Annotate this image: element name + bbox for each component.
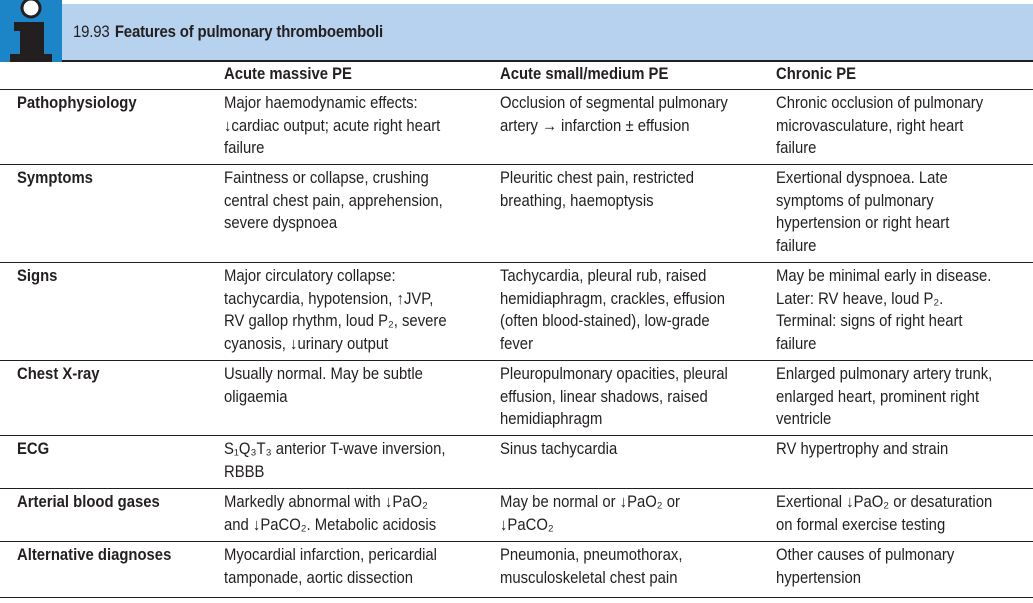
table-cell: May be normal or ↓PaO₂ or ↓PaCO₂	[500, 493, 680, 534]
table-cell: Pleuropulmonary opacities, pleural effusion, linear shadows, raised hemidiaphragm	[500, 365, 728, 428]
row-label: Arterial blood gases	[17, 493, 160, 511]
row-divider	[0, 89, 1033, 90]
table-cell: Pneumonia, pneumothorax, musculoskeletal chest pain	[500, 546, 683, 587]
table-cell: Chronic occlusion of pulmonary microvasculature, right heart failure	[776, 94, 984, 157]
row-label: Signs	[17, 267, 58, 285]
row-divider	[0, 360, 1033, 361]
row-divider	[0, 435, 1033, 436]
table-cell: May be minimal early in disease. Later: RV heave, loud P₂. Terminal: signs of right heart failure	[776, 267, 992, 353]
row-label: ECG	[17, 440, 50, 458]
table-cell: Occlusion of segmental pulmonary artery → infarction ± effusion	[500, 94, 728, 135]
table-cell: Usually normal. May be subtle oligaemia	[224, 365, 423, 406]
row-divider	[0, 541, 1033, 542]
table-cell: Tachycardia, pleural rub, raised hemidiaphragm, crackles, effusion (often blood-stained), low-grade fever	[500, 267, 726, 353]
table-cell: Major circulatory collapse: tachycardia, hypotension, ↑JVP, RV gallop rhythm, loud P₂, severe cyanosis, ↓urinary output	[224, 267, 447, 353]
table-cell: Markedly abnormal with ↓PaO₂ and ↓PaCO₂. Metabolic acidosis	[224, 493, 437, 534]
row-label: Chest X-ray	[17, 365, 100, 383]
row-label: Pathophysiology	[17, 94, 137, 112]
table-cell: Sinus tachycardia	[500, 440, 618, 458]
row-divider	[0, 488, 1033, 489]
row-divider	[0, 164, 1033, 165]
column-header-acute-massive: Acute massive PE	[224, 65, 352, 83]
table-cell: Exertional dyspnoea. Late symptoms of pulmonary hypertension or right heart failure	[776, 169, 950, 255]
table-bottom-rule	[0, 597, 1033, 598]
table-cell: Myocardial infarction, pericardial tamponade, aortic dissection	[224, 546, 437, 587]
table-cell: Enlarged pulmonary artery trunk, enlarged heart, prominent right ventricle	[776, 365, 993, 428]
row-label: Alternative diagnoses	[17, 546, 172, 564]
info-i-icon	[0, 0, 62, 62]
table-cell: Pleuritic chest pain, restricted breathing, haemoptysis	[500, 169, 694, 210]
table-cell: Major haemodynamic effects: ↓cardiac output; acute right heart failure	[224, 94, 441, 157]
column-header-acute-small: Acute small/medium PE	[500, 65, 669, 83]
table-cell: S₁Q₃T₃ anterior T-wave inversion, RBBB	[224, 440, 446, 481]
table-number: 19.93	[73, 22, 110, 41]
column-header-chronic: Chronic PE	[776, 65, 857, 83]
table-title	[73, 22, 383, 42]
table-cell: Exertional ↓PaO₂ or desaturation on formal exercise testing	[776, 493, 993, 534]
table-cell: Faintness or collapse, crushing central chest pain, apprehension, severe dyspnoea	[224, 169, 443, 232]
row-divider	[0, 262, 1033, 263]
table-header	[0, 0, 1033, 60]
row-label: Symptoms	[17, 169, 93, 187]
table-cell: Other causes of pulmonary hypertension	[776, 546, 955, 587]
table-title-text: Features of pulmonary thromboemboli	[114, 22, 383, 41]
table-cell: RV hypertrophy and strain	[776, 440, 949, 458]
